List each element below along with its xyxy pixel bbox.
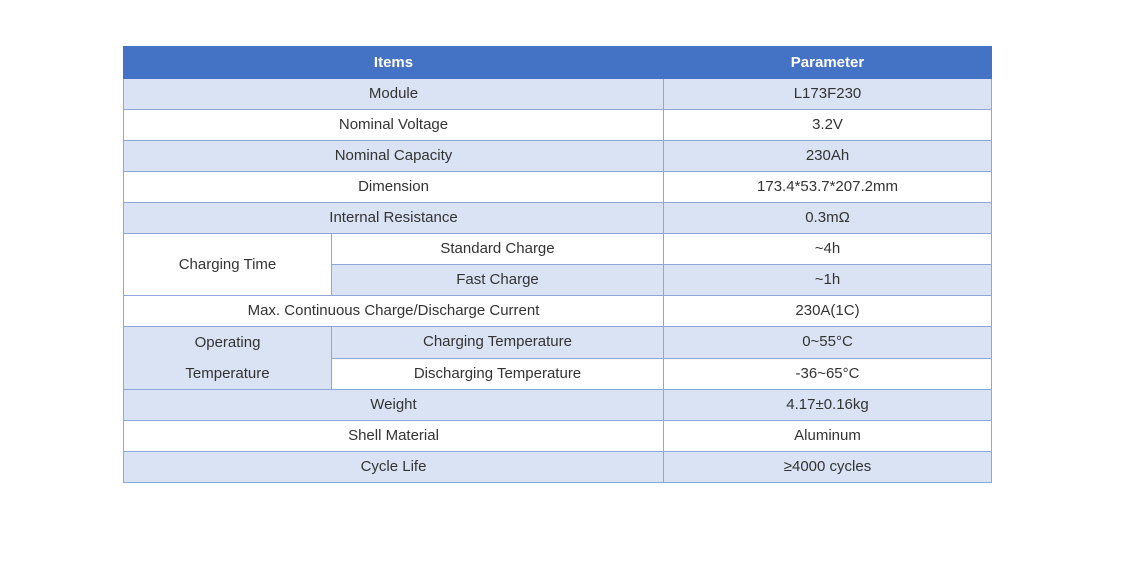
table-row [124, 452, 992, 483]
row-value-max-current: 230A(1C) [664, 296, 992, 327]
operating-temperature-line2: Temperature [185, 365, 270, 382]
row-sublabel-discharging-temperature: Discharging Temperature [332, 358, 664, 390]
table-row [124, 234, 992, 265]
row-label-cycle-life: Cycle Life [124, 452, 664, 483]
row-label-dimension: Dimension [124, 172, 664, 203]
table-row [124, 390, 992, 421]
row-value-fast-charge: ~1h [664, 265, 992, 296]
row-label-nominal-voltage: Nominal Voltage [124, 110, 664, 141]
row-label-internal-resistance: Internal Resistance [124, 203, 664, 234]
row-label-shell-material: Shell Material [124, 421, 664, 452]
table-row [124, 141, 992, 172]
row-sublabel-fast-charge: Fast Charge [332, 265, 664, 296]
header-items: Items [124, 47, 664, 79]
operating-temperature-line1: Operating [194, 334, 261, 351]
row-label-nominal-capacity: Nominal Capacity [124, 141, 664, 172]
table-row [124, 296, 992, 327]
row-label-charging-time: Charging Time [124, 234, 332, 296]
row-value-nominal-capacity: 230Ah [664, 141, 992, 172]
row-value-nominal-voltage: 3.2V [664, 110, 992, 141]
table-row [124, 79, 992, 110]
table-row [124, 110, 992, 141]
row-value-dimension: 173.4*53.7*207.2mm [664, 172, 992, 203]
row-label-max-current: Max. Continuous Charge/Discharge Current [124, 296, 664, 327]
row-value-standard-charge: ~4h [664, 234, 992, 265]
table-row [124, 421, 992, 452]
row-value-module: L173F230 [664, 79, 992, 110]
row-sublabel-charging-temperature: Charging Temperature [332, 327, 664, 359]
table-row [124, 203, 992, 234]
row-sublabel-standard-charge: Standard Charge [332, 234, 664, 265]
row-value-internal-resistance: 0.3mΩ [664, 203, 992, 234]
header-parameter: Parameter [664, 47, 992, 79]
table-row [124, 327, 992, 359]
row-label-operating-temperature [124, 327, 332, 390]
table-row [124, 172, 992, 203]
table-header-row [124, 47, 992, 79]
row-value-shell-material: Aluminum [664, 421, 992, 452]
row-value-charging-temperature: 0~55°C [664, 327, 992, 359]
spec-table [123, 46, 992, 483]
row-value-cycle-life: ≥4000 cycles [664, 452, 992, 483]
row-value-weight: 4.17±0.16kg [664, 390, 992, 421]
row-value-discharging-temperature: -36~65°C [664, 358, 992, 390]
row-label-weight: Weight [124, 390, 664, 421]
row-label-module: Module [124, 79, 664, 110]
